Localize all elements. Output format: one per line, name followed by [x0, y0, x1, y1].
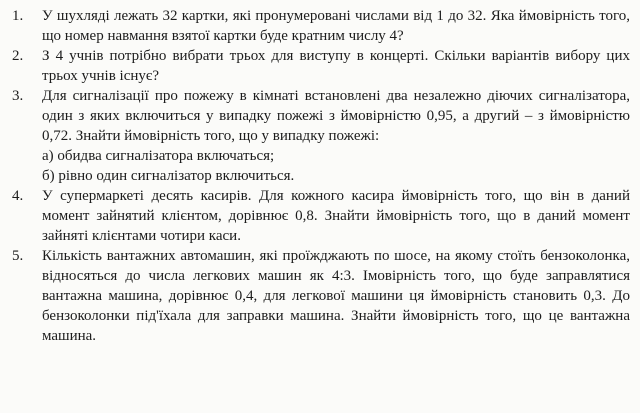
subitem-a: а) обидва сигналізатора включаться; [42, 148, 275, 164]
problem-5 [8, 246, 630, 346]
problem-2 [8, 46, 630, 86]
problem-text: У супермаркеті десять касирів. Для кожного касира ймовірність того, що він в даний момент зайнятий клієнтом, дорівнює 0,8. Знайти ймовірність того, що в даний момент зайняті клієнтами чотири каси. [42, 188, 630, 244]
problem-text: У шухляді лежать 32 картки, які пронумеровані числами від 1 до 32. Яка ймовірність того, що номер навмання взятої картки буде кратним числу 4? [42, 8, 630, 44]
problem-number: 3. [12, 88, 24, 104]
problem-number: 1. [12, 8, 24, 24]
problem-number: 5. [12, 248, 24, 264]
problem-4 [8, 186, 630, 246]
problem-1 [8, 6, 630, 46]
problem-number: 4. [12, 188, 24, 204]
problem-text: Для сигналізації про пожежу в кімнаті встановлені два незалежно діючих сигналізатора, один з яких включиться у випадку пожежі з ймовірністю 0,95, а другий – з ймовірністю 0,72. Знайти ймовірність того, що у випадку пожежі: [42, 88, 630, 144]
problem-3 [8, 86, 630, 186]
subitem-b: б) рівно один сигналізатор включиться. [42, 168, 295, 184]
problem-text: З 4 учнів потрібно вибрати трьох для виступу в концерті. Скільки варіантів вибору цих трьох учнів існує? [42, 48, 630, 84]
problem-body [42, 86, 630, 186]
problem-number: 2. [12, 48, 24, 64]
problem-text: Кількість вантажних автомашин, які проїжджають по шосе, на якому стоїть бензоколонка, відносяться до числа легкових машин як 4:3. Імовірність того, що буде заправлятися вантажна машина, дорівнює 0,4, для легкової машини ця ймовірність становить 0,3. До бензоколонки під'їхала для заправки машина. Знайти ймовірність того, що це вантажна машина. [42, 248, 630, 344]
problem-list [8, 6, 630, 346]
